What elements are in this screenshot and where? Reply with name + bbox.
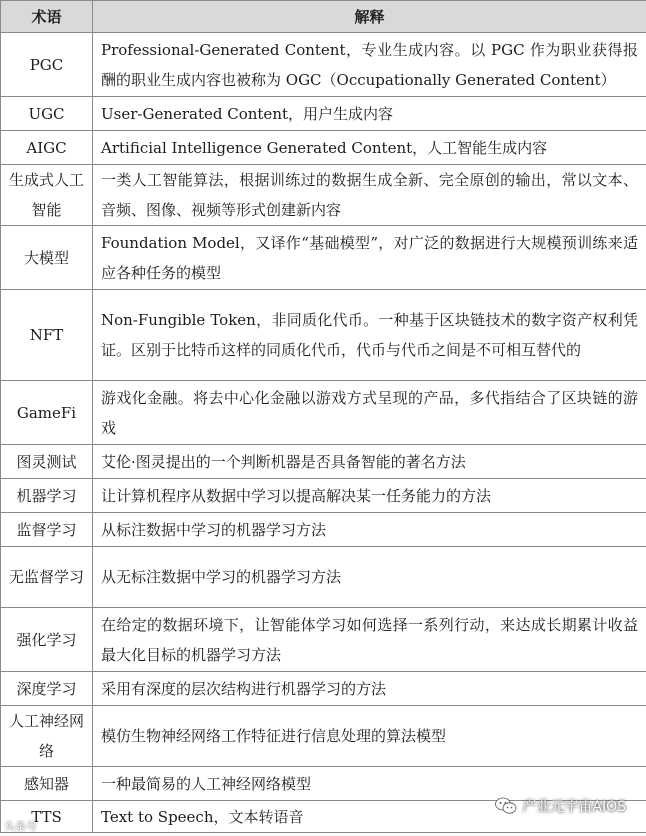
wechat-icon xyxy=(495,797,517,815)
table-row xyxy=(1,513,646,547)
table-row xyxy=(1,672,646,706)
term-cell: 感知器 xyxy=(1,767,93,801)
term-cell: 监督学习 xyxy=(1,513,93,547)
term-cell: 无监督学习 xyxy=(1,547,93,608)
header-row xyxy=(1,1,646,33)
header-definition: 解释 xyxy=(93,1,646,33)
table-row xyxy=(1,226,646,290)
table-row xyxy=(1,290,646,381)
definition-cell: 从无标注数据中学习的机器学习方法 xyxy=(93,547,646,608)
definition-cell: 模仿生物神经网络工作特征进行信息处理的算法模型 xyxy=(93,706,646,767)
table-row xyxy=(1,479,646,513)
term-cell: AIGC xyxy=(1,131,93,165)
wechat-watermark xyxy=(495,796,626,816)
term-cell: NFT xyxy=(1,290,93,381)
definition-cell: 一类人工智能算法，根据训练过的数据生成全新、完全原创的输出，常以文本、音频、图像、视频等形式创建新内容 xyxy=(93,165,646,226)
term-cell: 大模型 xyxy=(1,226,93,290)
table-row xyxy=(1,547,646,608)
term-cell: 机器学习 xyxy=(1,479,93,513)
definition-cell: Non-Fungible Token，非同质化代币。一种基于区块链技术的数字资产权利凭证。区别于比特币这样的同质化代币，代币与代币之间是不可相互替代的 xyxy=(93,290,646,381)
definition-cell: 游戏化金融。将去中心化金融以游戏方式呈现的产品，多代指结合了区块链的游戏 xyxy=(93,381,646,445)
table-row xyxy=(1,445,646,479)
table-row xyxy=(1,131,646,165)
table-row xyxy=(1,608,646,672)
corner-watermark: 头条号 xyxy=(4,820,37,833)
definition-cell: Artificial Intelligence Generated Content，人工智能生成内容 xyxy=(93,131,646,165)
term-cell: PGC xyxy=(1,33,93,97)
term-cell: GameFi xyxy=(1,381,93,445)
term-cell: 生成式人工智能 xyxy=(1,165,93,226)
definition-cell: 艾伦·图灵提出的一个判断机器是否具备智能的著名方法 xyxy=(93,445,646,479)
term-cell: 深度学习 xyxy=(1,672,93,706)
table-row xyxy=(1,706,646,767)
term-cell: 图灵测试 xyxy=(1,445,93,479)
watermark-text: 产业元宇宙AIOS xyxy=(522,799,626,815)
table-row xyxy=(1,381,646,445)
definition-cell: Foundation Model，又译作“基础模型”，对广泛的数据进行大规模预训练来适应各种任务的模型 xyxy=(93,226,646,290)
definition-cell: User-Generated Content，用户生成内容 xyxy=(93,97,646,131)
term-cell: 强化学习 xyxy=(1,608,93,672)
term-cell: TTS xyxy=(1,801,93,833)
term-cell: UGC xyxy=(1,97,93,131)
header-term: 术语 xyxy=(1,1,93,33)
definition-cell: 从标注数据中学习的机器学习方法 xyxy=(93,513,646,547)
term-cell: 人工神经网络 xyxy=(1,706,93,767)
table-row xyxy=(1,165,646,226)
definition-cell: Text to Speech，文本转语音 xyxy=(93,801,646,833)
definition-cell: 采用有深度的层次结构进行机器学习的方法 xyxy=(93,672,646,706)
definition-cell: 一种最简易的人工神经网络模型 xyxy=(93,767,646,801)
table-row xyxy=(1,33,646,97)
table-row xyxy=(1,97,646,131)
definition-cell: Professional-Generated Content，专业生成内容。以 PGC 作为职业获得报酬的职业生成内容也被称为 OGC（Occupationally Generated Content） xyxy=(93,33,646,97)
definition-cell: 让计算机程序从数据中学习以提高解决某一任务能力的方法 xyxy=(93,479,646,513)
definition-cell: 在给定的数据环境下，让智能体学习如何选择一系列行动，来达成长期累计收益最大化目标的机器学习方法 xyxy=(93,608,646,672)
